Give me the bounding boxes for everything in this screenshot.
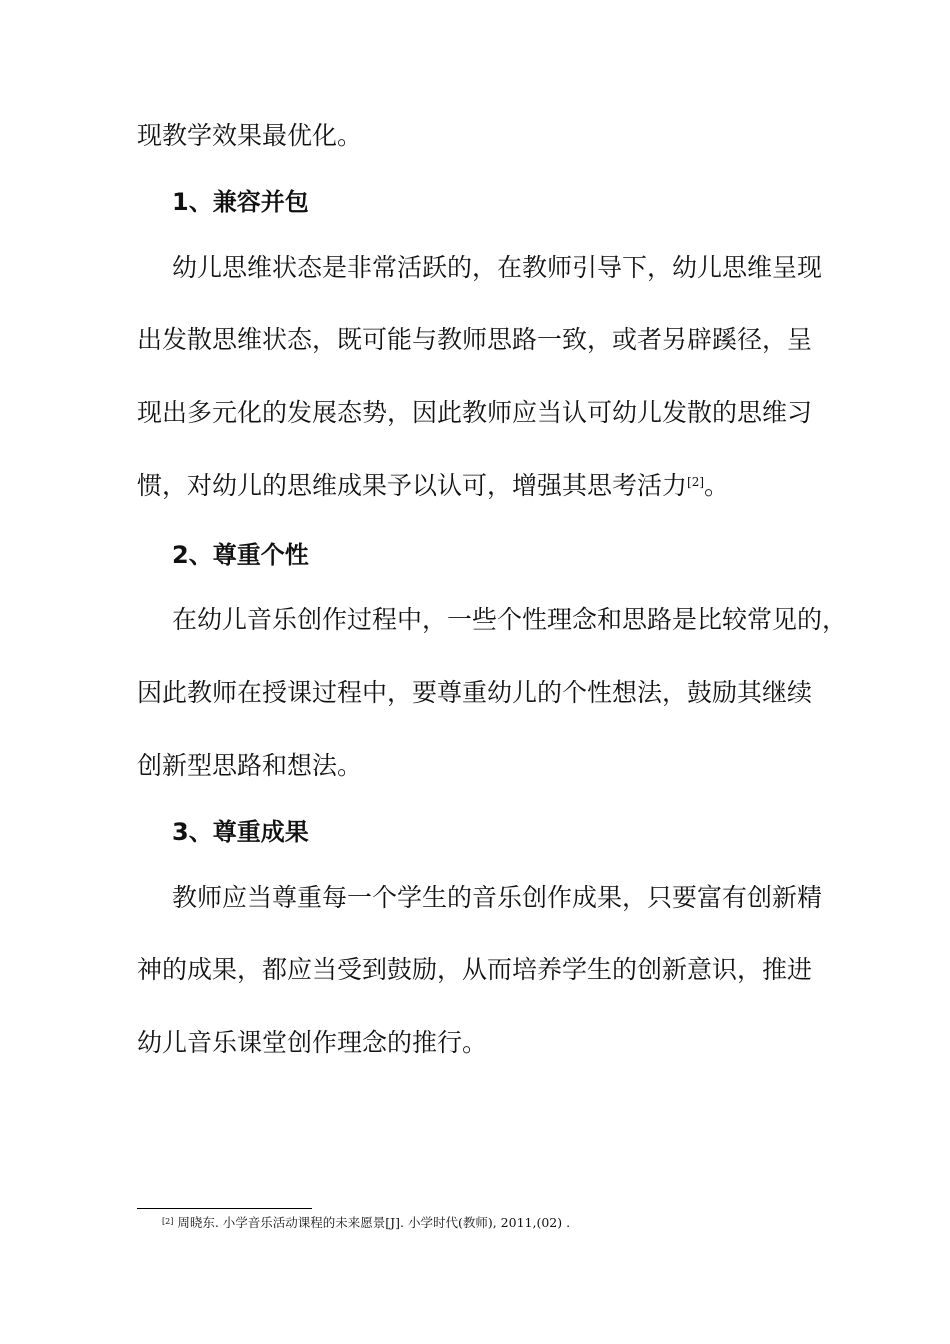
footnote-separator <box>137 1208 312 1209</box>
citation-ref: [2] <box>687 475 705 489</box>
section-heading-3: 3、尊重成果 <box>172 818 309 846</box>
paragraph-line: 神的成果，都应当受到鼓励，从而培养学生的创新意识，推进 <box>137 955 813 984</box>
footnote <box>162 1214 570 1232</box>
paragraph-end: 。 <box>704 471 730 500</box>
paragraph-line: 创新型思路和想法。 <box>137 751 363 780</box>
paragraph-line: 幼儿思维状态是非常活跃的，在教师引导下，幼儿思维呈现 <box>172 253 823 282</box>
paragraph-line: 现出多元化的发展态势，因此教师应当认可幼儿发散的思维习 <box>137 398 813 427</box>
section-heading-2: 2、尊重个性 <box>172 541 309 569</box>
section-heading-1: 1、兼容并包 <box>172 188 309 216</box>
paragraph-line: 现教学效果最优化。 <box>137 121 363 150</box>
paragraph-line <box>137 468 729 504</box>
paragraph-text: 惯，对幼儿的思维成果予以认可，增强其思考活力 <box>137 471 688 500</box>
paragraph-line: 因此教师在授课过程中，要尊重幼儿的个性想法，鼓励其继续 <box>137 678 813 707</box>
paragraph-line: 在幼儿音乐创作过程中，一些个性理念和思路是比较常见的， <box>172 605 848 634</box>
footnote-text: 周晓东. 小学音乐活动课程的未来愿景[J]. 小学时代(教师), 2011,(02) . <box>173 1215 571 1230</box>
footnote-mark: [2] <box>162 1217 174 1226</box>
paragraph-line: 出发散思维状态，既可能与教师思路一致，或者另辟蹊径，呈 <box>137 325 813 354</box>
paragraph-line: 幼儿音乐课堂创作理念的推行。 <box>137 1028 488 1057</box>
paragraph-line: 教师应当尊重每一个学生的音乐创作成果，只要富有创新精 <box>172 883 823 912</box>
